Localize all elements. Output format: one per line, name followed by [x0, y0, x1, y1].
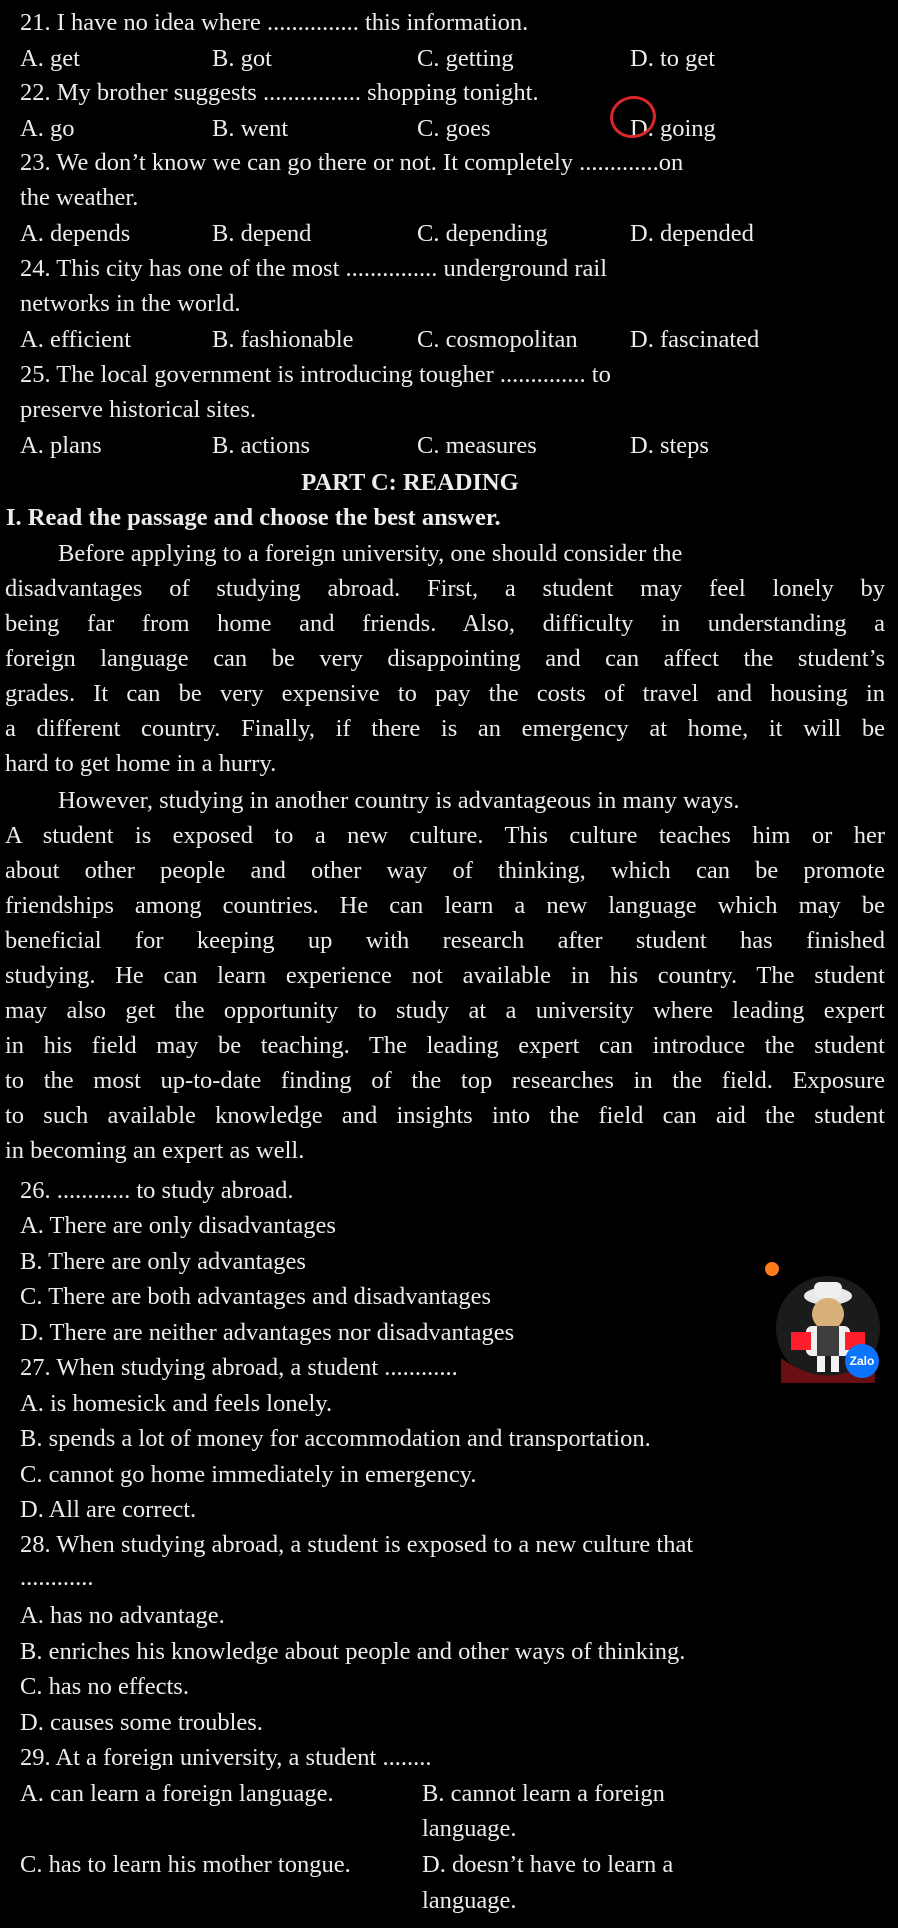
- q22-option-c: C. goes: [417, 115, 491, 142]
- passage-line: studying. He can learn experience not available in his country. The student: [5, 962, 885, 989]
- q29-option-c: C. has to learn his mother tongue.: [20, 1851, 351, 1878]
- passage-line: in becoming an expert as well.: [5, 1137, 305, 1164]
- q21-option-a: A. get: [20, 45, 80, 72]
- passage-line: friendships among countries. He can learn a new language which may be: [5, 892, 885, 919]
- q23-option-b: B. depend: [212, 220, 312, 247]
- question-26: 26. ............ to study abroad.: [20, 1177, 294, 1204]
- q25-option-d: D. steps: [630, 432, 709, 459]
- q29-option-a: A. can learn a foreign language.: [20, 1780, 334, 1807]
- passage-line: disadvantages of studying abroad. First, a student may feel lonely by: [5, 575, 885, 602]
- passage-line: beneficial for keeping up with research after student has finished: [5, 927, 885, 954]
- q25-option-c: C. measures: [417, 432, 537, 459]
- q27-option-b: B. spends a lot of money for accommodation and transportation.: [20, 1425, 651, 1452]
- q24-option-d: D. fascinated: [630, 326, 760, 353]
- passage-line: A student is exposed to a new culture. This culture teaches him or her: [5, 822, 885, 849]
- q28-option-d: D. causes some troubles.: [20, 1709, 263, 1736]
- q21-option-c: C. getting: [417, 45, 514, 72]
- question-25: 25. The local government is introducing tougher .............. to: [20, 361, 611, 388]
- zalo-chat-widget[interactable]: [765, 1262, 881, 1392]
- passage-line: foreign language can be very disappointing and can affect the student’s: [5, 645, 885, 672]
- q27-option-c: C. cannot go home immediately in emergency.: [20, 1461, 477, 1488]
- q23-option-a: A. depends: [20, 220, 131, 247]
- q24-option-a: A. efficient: [20, 326, 132, 353]
- q28-option-c: C. has no effects.: [20, 1673, 189, 1700]
- q29-option-d-cont: language.: [422, 1887, 517, 1914]
- part-heading: PART C: READING: [301, 469, 519, 496]
- question-23: 23. We don’t know we can go there or not. It completely .............on: [20, 149, 684, 176]
- q21-option-d: D. to get: [630, 45, 716, 72]
- question-27: 27. When studying abroad, a student ............: [20, 1354, 458, 1381]
- passage-line: hard to get home in a hurry.: [5, 750, 277, 777]
- question-23-cont: the weather.: [20, 184, 139, 211]
- question-28-blank: ............: [20, 1564, 94, 1591]
- passage-line: However, studying in another country is advantageous in many ways.: [58, 787, 740, 814]
- passage-line: grades. It can be very expensive to pay the costs of travel and housing in: [5, 680, 885, 707]
- zalo-icon[interactable]: Zalo: [845, 1344, 879, 1378]
- question-25-cont: preserve historical sites.: [20, 396, 257, 423]
- q23-option-d: D. depended: [630, 220, 754, 247]
- q26-option-b: B. There are only advantages: [20, 1248, 306, 1275]
- q27-option-a: A. is homesick and feels lonely.: [20, 1390, 333, 1417]
- passage-line: a different country. Finally, if there is an emergency at home, it will be: [5, 715, 885, 742]
- q26-option-d: D. There are neither advantages nor disadvantages: [20, 1319, 515, 1346]
- passage-line: being far from home and friends. Also, difficulty in understanding a: [5, 610, 885, 637]
- section-heading: I. Read the passage and choose the best answer.: [6, 504, 501, 531]
- q22-option-b: B. went: [212, 115, 289, 142]
- q28-option-a: A. has no advantage.: [20, 1602, 225, 1629]
- passage-line: to such available knowledge and insights into the field can aid the student: [5, 1102, 885, 1129]
- q29-option-b: B. cannot learn a foreign: [422, 1780, 665, 1807]
- passage-line: Before applying to a foreign university, one should consider the: [58, 540, 683, 567]
- q29-option-b-cont: language.: [422, 1815, 517, 1842]
- q25-option-a: A. plans: [20, 432, 102, 459]
- q24-option-b: B. fashionable: [212, 326, 354, 353]
- q22-option-a: A. go: [20, 115, 75, 142]
- question-24: 24. This city has one of the most ............... underground rail: [20, 255, 608, 282]
- question-22: 22. My brother suggests ................ shopping tonight.: [20, 79, 539, 106]
- q26-option-c: C. There are both advantages and disadvantages: [20, 1283, 492, 1310]
- q22-option-d: D. going: [630, 115, 716, 142]
- q24-option-c: C. cosmopolitan: [417, 326, 578, 353]
- passage-line: about other people and other way of thinking, which can be promote: [5, 857, 885, 884]
- question-28: 28. When studying abroad, a student is exposed to a new culture that: [20, 1531, 694, 1558]
- q29-option-d: D. doesn’t have to learn a: [422, 1851, 674, 1878]
- q27-option-d: D. All are correct.: [20, 1496, 197, 1523]
- question-21: 21. I have no idea where ............... this information.: [20, 9, 529, 36]
- q26-option-a: A. There are only disadvantages: [20, 1212, 336, 1239]
- passage-line: in his field may be teaching. The leading expert can introduce the student: [5, 1032, 885, 1059]
- q21-option-b: B. got: [212, 45, 272, 72]
- question-29: 29. At a foreign university, a student ........: [20, 1744, 432, 1771]
- q28-option-b: B. enriches his knowledge about people and other ways of thinking.: [20, 1638, 686, 1665]
- passage-line: to the most up-to-date finding of the top researches in the field. Exposure: [5, 1067, 885, 1094]
- q25-option-b: B. actions: [212, 432, 310, 459]
- passage-line: may also get the opportunity to study at a university where leading expert: [5, 997, 885, 1024]
- question-24-cont: networks in the world.: [20, 290, 241, 317]
- q23-option-c: C. depending: [417, 220, 548, 247]
